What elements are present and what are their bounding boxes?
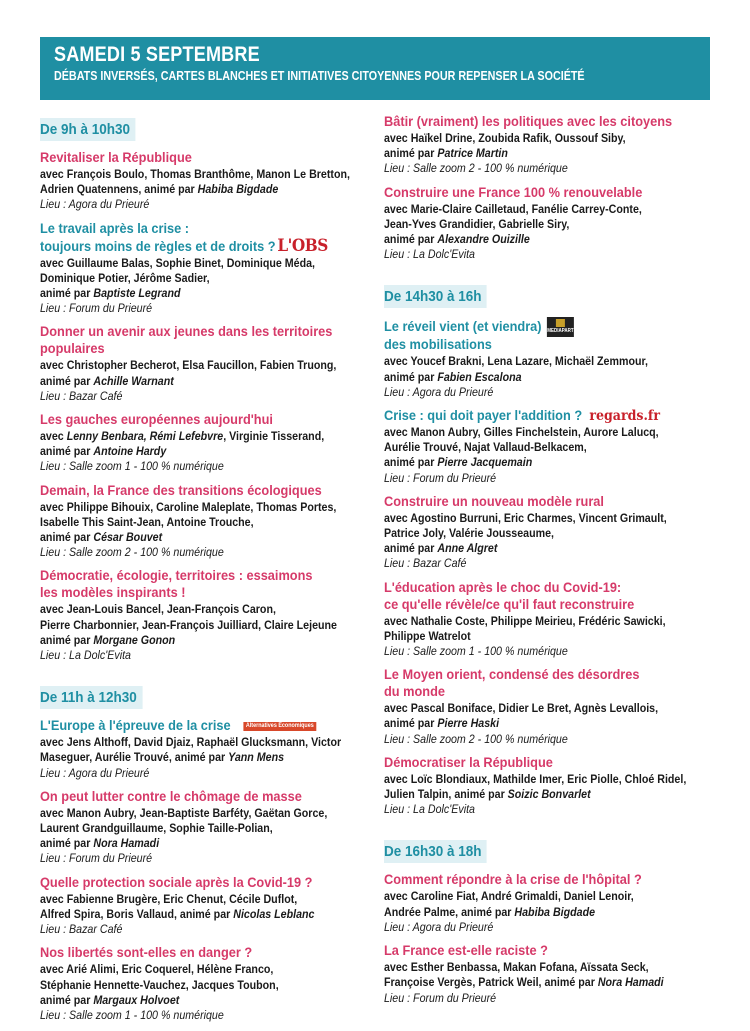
event-speakers: Laurent Grandguillaume, Sophie Taille-Polian,	[40, 822, 273, 836]
event-speakers: Stéphanie Hennette-Vauchez, Jacques Toubon,	[40, 978, 279, 992]
event-moderator: animé par Baptiste Legrand	[40, 287, 181, 301]
event	[384, 943, 714, 1006]
event	[384, 114, 714, 177]
mediapart-logo: MEDIAPART	[547, 317, 574, 337]
event-speakers: Isabelle This Saint-Jean, Antoine Trouche,	[40, 515, 254, 529]
right-column	[384, 114, 714, 1014]
event-speakers: avec Esther Benbassa, Makan Fofana, Aïssata Seck,	[384, 961, 649, 975]
event-speakers: avec Caroline Fiat, André Grimaldi, Daniel Lenoir,	[384, 890, 634, 904]
event-speakers: Maseguer, Aurélie Trouvé, animé par Yann Mens	[40, 751, 285, 765]
event-location: Lieu : Salle zoom 1 - 100 % numérique	[40, 460, 224, 474]
event-location: Lieu : Forum du Prieuré	[384, 991, 497, 1005]
event-location: Lieu : Salle zoom 1 - 100 % numérique	[40, 1008, 224, 1022]
event-speakers: avec Jens Althoff, David Djaiz, Raphaël Glucksmann, Victor	[40, 736, 342, 750]
event-location: Lieu : Agora du Prieuré	[384, 385, 494, 399]
event-speakers: Patrice Joly, Valérie Jousseaume,	[384, 527, 554, 541]
event-title: L'éducation après le choc du Covid-19:	[384, 579, 622, 596]
header-banner	[40, 37, 710, 100]
event-location: Lieu : La Dolc'Evita	[40, 649, 131, 663]
event-title: Demain, la France des transitions écologiques	[40, 482, 322, 499]
event-title: Le travail après la crise :	[40, 220, 190, 237]
event-location: Lieu : Salle zoom 2 - 100 % numérique	[384, 732, 568, 746]
regards-logo: regards.fr	[589, 408, 660, 425]
event-moderator: animé par Pierre Haski	[384, 717, 500, 731]
event-speakers: avec Arié Alimi, Eric Coquerel, Hélène Franco,	[40, 963, 274, 977]
event-title: populaires	[40, 341, 105, 358]
moderator: Habiba Bigdade	[197, 183, 279, 197]
event-speakers: avec Nathalie Coste, Philippe Meirieu, Frédéric Sawicki,	[384, 614, 666, 628]
event	[384, 872, 714, 935]
event-title: Revitaliser la République	[40, 150, 192, 166]
event	[384, 494, 714, 572]
event-speakers: avec Haïkel Drine, Zoubida Rafik, Oussouf Siby,	[384, 132, 626, 145]
event-speakers: avec Guillaume Balas, Sophie Binet, Dominique Méda,	[40, 256, 316, 270]
event-location: Lieu : Agora du Prieuré	[40, 198, 150, 212]
event-title: On peut lutter contre le chômage de masse	[40, 788, 302, 805]
event-speakers: avec Manon Aubry, Jean-Baptiste Barféty, Gaëtan Gorce,	[40, 806, 328, 820]
time-slot: De 14h30 à 16h	[384, 285, 487, 308]
event	[40, 945, 370, 1023]
event	[40, 412, 370, 475]
event-location: Lieu : Salle zoom 2 - 100 % numérique	[40, 546, 224, 560]
event-title: ce qu'elle révèle/ce qu'il faut reconstruire	[384, 596, 635, 613]
event-title: Construire un nouveau modèle rural	[384, 493, 604, 510]
event-speakers: Jean-Yves Grandidier, Gabrielle Siry,	[384, 217, 570, 231]
event-title: L'Europe à l'épreuve de la crise Alternatives Économiques	[40, 718, 370, 735]
event-speakers: avec Youcef Brakni, Lena Lazare, Michaël Zemmour,	[384, 355, 648, 369]
event-speakers: Philippe Watrelot	[384, 629, 471, 643]
event-title: Construire une France 100 % renouvelable	[384, 184, 643, 201]
banner-subtitle: DÉBATS INVERSÉS, CARTES BLANCHES ET INITIATIVES CITOYENNES POUR REPENSER LA SOCIÉTÉ	[54, 69, 585, 83]
event-title: du monde	[384, 684, 446, 701]
event-moderator: animé par César Bouvet	[40, 531, 163, 545]
event-title: des mobilisations	[384, 337, 492, 354]
event-title: Comment répondre à la crise de l'hôpital ?	[384, 872, 642, 889]
event-location: Lieu : Forum du Prieuré	[40, 852, 153, 866]
banner-day: SAMEDI 5 SEPTEMBRE	[54, 43, 260, 66]
event-speakers: Andrée Palme, animé par Habiba Bigdade	[384, 905, 596, 919]
event	[384, 185, 714, 263]
event-title: Crise : qui doit payer l'addition ? regards.fr	[384, 408, 660, 425]
obs-logo: L'OBS	[277, 235, 328, 256]
event-moderator: animé par Nora Hamadi	[40, 837, 160, 851]
event-title: Nos libertés sont-elles en danger ?	[40, 945, 253, 962]
event-title: Le réveil vient (et viendra) MEDIAPART	[384, 317, 714, 337]
event-moderator: animé par Morgane Gonon	[40, 633, 176, 647]
event-title: Donner un avenir aux jeunes dans les territoires	[40, 324, 333, 341]
event-location: Lieu : Bazar Café	[40, 389, 123, 403]
event	[384, 755, 714, 818]
event	[40, 221, 370, 317]
event-speakers: Aurélie Trouvé, Najat Vallaud-Belkacem,	[384, 441, 587, 455]
event-speakers: avec Jean-Louis Bancel, Jean-François Caron,	[40, 603, 276, 617]
event	[384, 580, 714, 660]
event-location: Lieu : La Dolc'Evita	[384, 248, 475, 262]
event-speakers: Pierre Charbonnier, Jean-François Juilliard, Claire Lejeune	[40, 618, 337, 632]
event	[40, 324, 370, 404]
event-speakers: avec Loïc Blondiaux, Mathilde Imer, Eric Piolle, Chloé Ridel,	[384, 772, 687, 786]
event	[40, 483, 370, 561]
event-title: Démocratiser la République	[384, 754, 553, 771]
event-speakers: Françoise Vergès, Patrick Weil, animé par Nora Hamadi	[384, 976, 664, 990]
event-speakers: Julien Talpin, animé par Soizic Bonvarlet	[384, 788, 591, 802]
event-moderator: animé par Antoine Hardy	[40, 445, 167, 459]
event-speakers: avec Marie-Claire Cailletaud, Fanélie Carrey-Conte,	[384, 202, 642, 216]
event-moderator: animé par Fabien Escalona	[384, 370, 522, 384]
event-moderator: animé par Patrice Martin	[384, 147, 508, 161]
event-title: Les gauches européennes aujourd'hui	[40, 412, 273, 429]
event-title: Quelle protection sociale après la Covid-19 ?	[40, 874, 313, 891]
event-speakers: Alfred Spira, Boris Vallaud, animé par Nicolas Leblanc	[40, 907, 315, 921]
event-location: Lieu : Forum du Prieuré	[40, 302, 153, 316]
event-moderator: animé par Alexandre Ouizille	[384, 233, 530, 247]
event-location: Lieu : Forum du Prieuré	[384, 471, 497, 485]
event-location: Lieu : La Dolc'Evita	[384, 803, 475, 817]
event-moderator: animé par Pierre Jacquemain	[384, 456, 533, 470]
event-location: Lieu : Bazar Café	[384, 557, 467, 571]
event-title: La France est-elle raciste ?	[384, 943, 548, 960]
event-title: toujours moins de règles et de droits ? L'OBS	[40, 235, 328, 256]
event-location: Lieu : Salle zoom 1 - 100 % numérique	[384, 645, 568, 659]
event-speakers: avec Christopher Becherot, Elsa Faucillon, Fabien Truong,	[40, 359, 337, 373]
event	[384, 408, 714, 486]
event	[40, 568, 370, 663]
event-location: Lieu : Agora du Prieuré	[384, 920, 494, 934]
event	[40, 875, 370, 938]
event-speakers: Adrien Quatennens, animé par Habiba Bigdade	[40, 183, 279, 197]
event	[384, 667, 714, 747]
event	[40, 718, 370, 781]
event-speakers: avec Lenny Benbara, Rémi Lefebvre, Virginie Tisserand,	[40, 430, 325, 444]
event-title: Démocratie, écologie, territoires : essaimons	[40, 568, 313, 585]
time-slot: De 9h à 10h30	[40, 118, 135, 141]
event-moderator: animé par Margaux Holvoet	[40, 993, 180, 1007]
event	[384, 317, 714, 400]
time-slot: De 11h à 12h30	[40, 686, 142, 709]
time-slot: De 16h30 à 18h	[384, 840, 487, 863]
alternatives-economiques-logo: Alternatives Économiques	[243, 722, 316, 731]
event-speakers: avec Fabienne Brugère, Eric Chenut, Cécile Duflot,	[40, 892, 298, 906]
event-title: les modèles inspirants !	[40, 585, 186, 602]
event-speakers: avec Agostino Burruni, Eric Charmes, Vincent Grimault,	[384, 511, 667, 525]
event-moderator: animé par Achille Warnant	[40, 374, 174, 388]
event	[40, 150, 370, 213]
event-speakers: avec François Boulo, Thomas Branthôme, Manon Le Bretton,	[40, 168, 350, 181]
event-speakers: avec Manon Aubry, Gilles Finchelstein, Aurore Lalucq,	[384, 426, 659, 440]
event-speakers: avec Philippe Bihouix, Caroline Maleplate, Thomas Portes,	[40, 500, 337, 514]
event-moderator: animé par Anne Algret	[384, 542, 498, 556]
event-speakers: Dominique Potier, Jérôme Sadier,	[40, 271, 210, 285]
event-title: Bâtir (vraiment) les politiques avec les citoyens	[384, 114, 673, 130]
event-location: Lieu : Agora du Prieuré	[40, 766, 150, 780]
event-location: Lieu : Salle zoom 2 - 100 % numérique	[384, 162, 568, 176]
event	[40, 789, 370, 867]
event-title: Le Moyen orient, condensé des désordres	[384, 667, 640, 684]
event-speakers: avec Pascal Boniface, Didier Le Bret, Agnès Levallois,	[384, 702, 659, 716]
left-column	[40, 118, 370, 1031]
event-location: Lieu : Bazar Café	[40, 923, 123, 937]
